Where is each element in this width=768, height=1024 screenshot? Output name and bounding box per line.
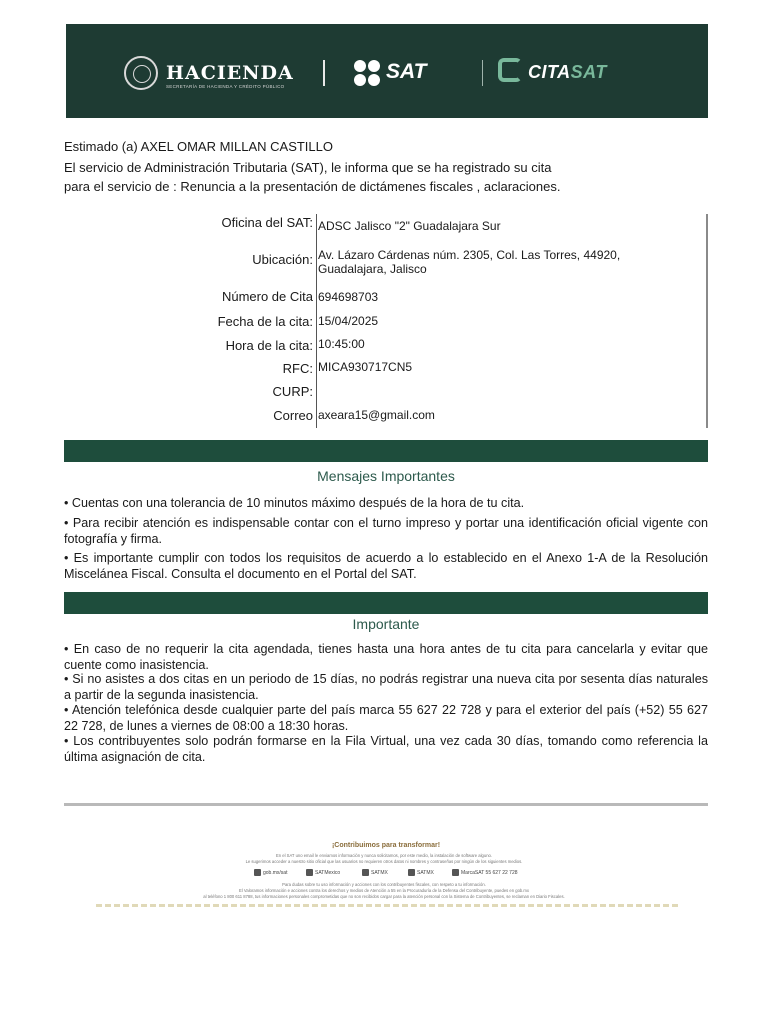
- fecha-label: Fecha de la cita:: [217, 314, 313, 329]
- footer-slogan: ¡Contribuimos para transformar!: [331, 842, 441, 849]
- greeting-name: Estimado (a) AXEL OMAR MILLAN CASTILLO: [64, 139, 333, 154]
- footer-band: [96, 904, 678, 907]
- correo-value[interactable]: axeara15@gmail.com: [318, 408, 435, 422]
- logo-divider: [482, 60, 483, 86]
- fecha-value: 15/04/2025: [318, 314, 379, 328]
- sat-logo-icon: [352, 58, 382, 88]
- web-icon: [254, 869, 261, 876]
- citasat-logo-icon: [498, 58, 522, 82]
- sat-logo-text: SAT: [386, 60, 427, 83]
- twitter-icon: [362, 869, 369, 876]
- oficina-value: ADSC Jalisco "2" Guadalajara Sur: [318, 219, 501, 233]
- footer-link-facebook[interactable]: SATMexico: [306, 869, 340, 876]
- details-divider: [316, 214, 317, 428]
- footer-link-youtube[interactable]: SATMX: [408, 869, 434, 876]
- numero-cita-label: Número de Cita: [221, 289, 313, 304]
- footer-social-links: [240, 869, 540, 879]
- facebook-icon: [306, 869, 313, 876]
- footer-note: En el SAT uno email le enviamos información y nunca solicitamos, por este medio, la instalación de software alguno.: [275, 853, 493, 858]
- numero-cita-value: 694698703: [318, 290, 379, 304]
- hacienda-seal-icon: [124, 56, 158, 90]
- correo-label: Correo: [273, 408, 313, 423]
- section-bar: [64, 592, 708, 614]
- footer-link-phone[interactable]: MarcaSAT 55 627 22 728: [452, 869, 518, 876]
- rfc-label: RFC:: [282, 361, 313, 376]
- mensaje-item: • Es importante cumplir con todos los requisitos de acuerdo a lo establecido en el Anexo 1-A de la Resolución Miscelánea Fiscal. Consulta el documento en el Portal del SAT.: [64, 551, 708, 581]
- logo-divider: [323, 60, 325, 86]
- details-right-border: [706, 214, 708, 428]
- footer-note: El Valoramos información e acciones contra los derechos y medios de Atención a 55 en la Procuraduría de la Defensa del Contribuyente, puedes en gob.mx: [239, 888, 529, 893]
- greeting-service: para el servicio de : Renuncia a la presentación de dictámenes fiscales , aclaraciones.: [64, 179, 561, 194]
- ubicacion-value-line1: Av. Lázaro Cárdenas núm. 2305, Col. Las Torres, 44920,: [318, 248, 621, 262]
- importante-item: • Los contribuyentes solo podrán formarse en la Fila Virtual, una vez cada 30 días, tomando como referencia la última asignación de cita.: [64, 734, 708, 764]
- hacienda-logo-text: HACIENDA: [166, 62, 294, 84]
- hacienda-subtitle: SECRETARÍA DE HACIENDA Y CRÉDITO PÚBLICO: [166, 84, 285, 89]
- youtube-icon: [408, 869, 415, 876]
- oficina-label: Oficina del SAT:: [221, 215, 313, 230]
- rfc-value: MICA930717CN5: [318, 360, 413, 374]
- ubicacion-value-line2: Guadalajara, Jalisco: [318, 262, 427, 276]
- greeting-line: El servicio de Administración Tributaria (SAT), le informa que se ha registrado su cita: [64, 160, 552, 175]
- mensaje-item: • Cuentas con una tolerancia de 10 minutos máximo después de la hora de tu cita.: [64, 496, 525, 510]
- footer-note: Para dudas sobre tu uso información y acciones con los contribuyentes fiscales, con respeto a tu información.: [282, 882, 486, 887]
- citasat-logo-text: CITASAT: [528, 62, 607, 82]
- section-bar: [64, 440, 708, 462]
- header-banner: [66, 24, 708, 118]
- importante-item: • En caso de no requerir la cita agendada, tienes hasta una hora antes de tu cita para cancelarla y evitar que cuente como inasistencia.: [64, 642, 708, 672]
- mensaje-item: • Para recibir atención es indispensable contar con el turno impreso y portar una identificación oficial vigente con fotografía y firma.: [64, 516, 708, 546]
- phone-icon: [452, 869, 459, 876]
- importante-title: Importante: [352, 616, 420, 632]
- importante-item: • Si no asistes a dos citas en un periodo de 15 días, no podrás registrar una nueva cita por sesenta días naturales a partir de la segunda inasistencia.: [64, 672, 708, 702]
- footer-note: al teléfono 1 800 611 8788, tus informaciones personales comprometidas que no son recibidos cargar para la atención personal con la Sistema de Contribuyentes, se reclaman en Diario Fiscales.: [203, 894, 565, 899]
- curp-label: CURP:: [272, 384, 313, 399]
- hora-label: Hora de la cita:: [225, 338, 313, 353]
- footer-divider: [64, 803, 708, 806]
- footer-link-twitter[interactable]: SATMX: [362, 869, 388, 876]
- footer-link-web[interactable]: gob.mx/sat: [254, 869, 287, 876]
- importante-item: • Atención telefónica desde cualquier parte del país marca 55 627 22 728 y para el exterior del país (+52) 55 627 22 728, de lunes a viernes de 08:00 a 18:30 horas.: [64, 703, 708, 733]
- ubicacion-label: Ubicación:: [252, 252, 313, 267]
- footer-note: Le sugerimos acceder a nuestro sitio oficial que las usuarios no requieren otros datos ni nombres y contraseñas por ningún de los siguientes medios.: [245, 859, 523, 864]
- hora-value: 10:45:00: [318, 337, 365, 351]
- mensajes-title: Mensajes Importantes: [317, 468, 455, 484]
